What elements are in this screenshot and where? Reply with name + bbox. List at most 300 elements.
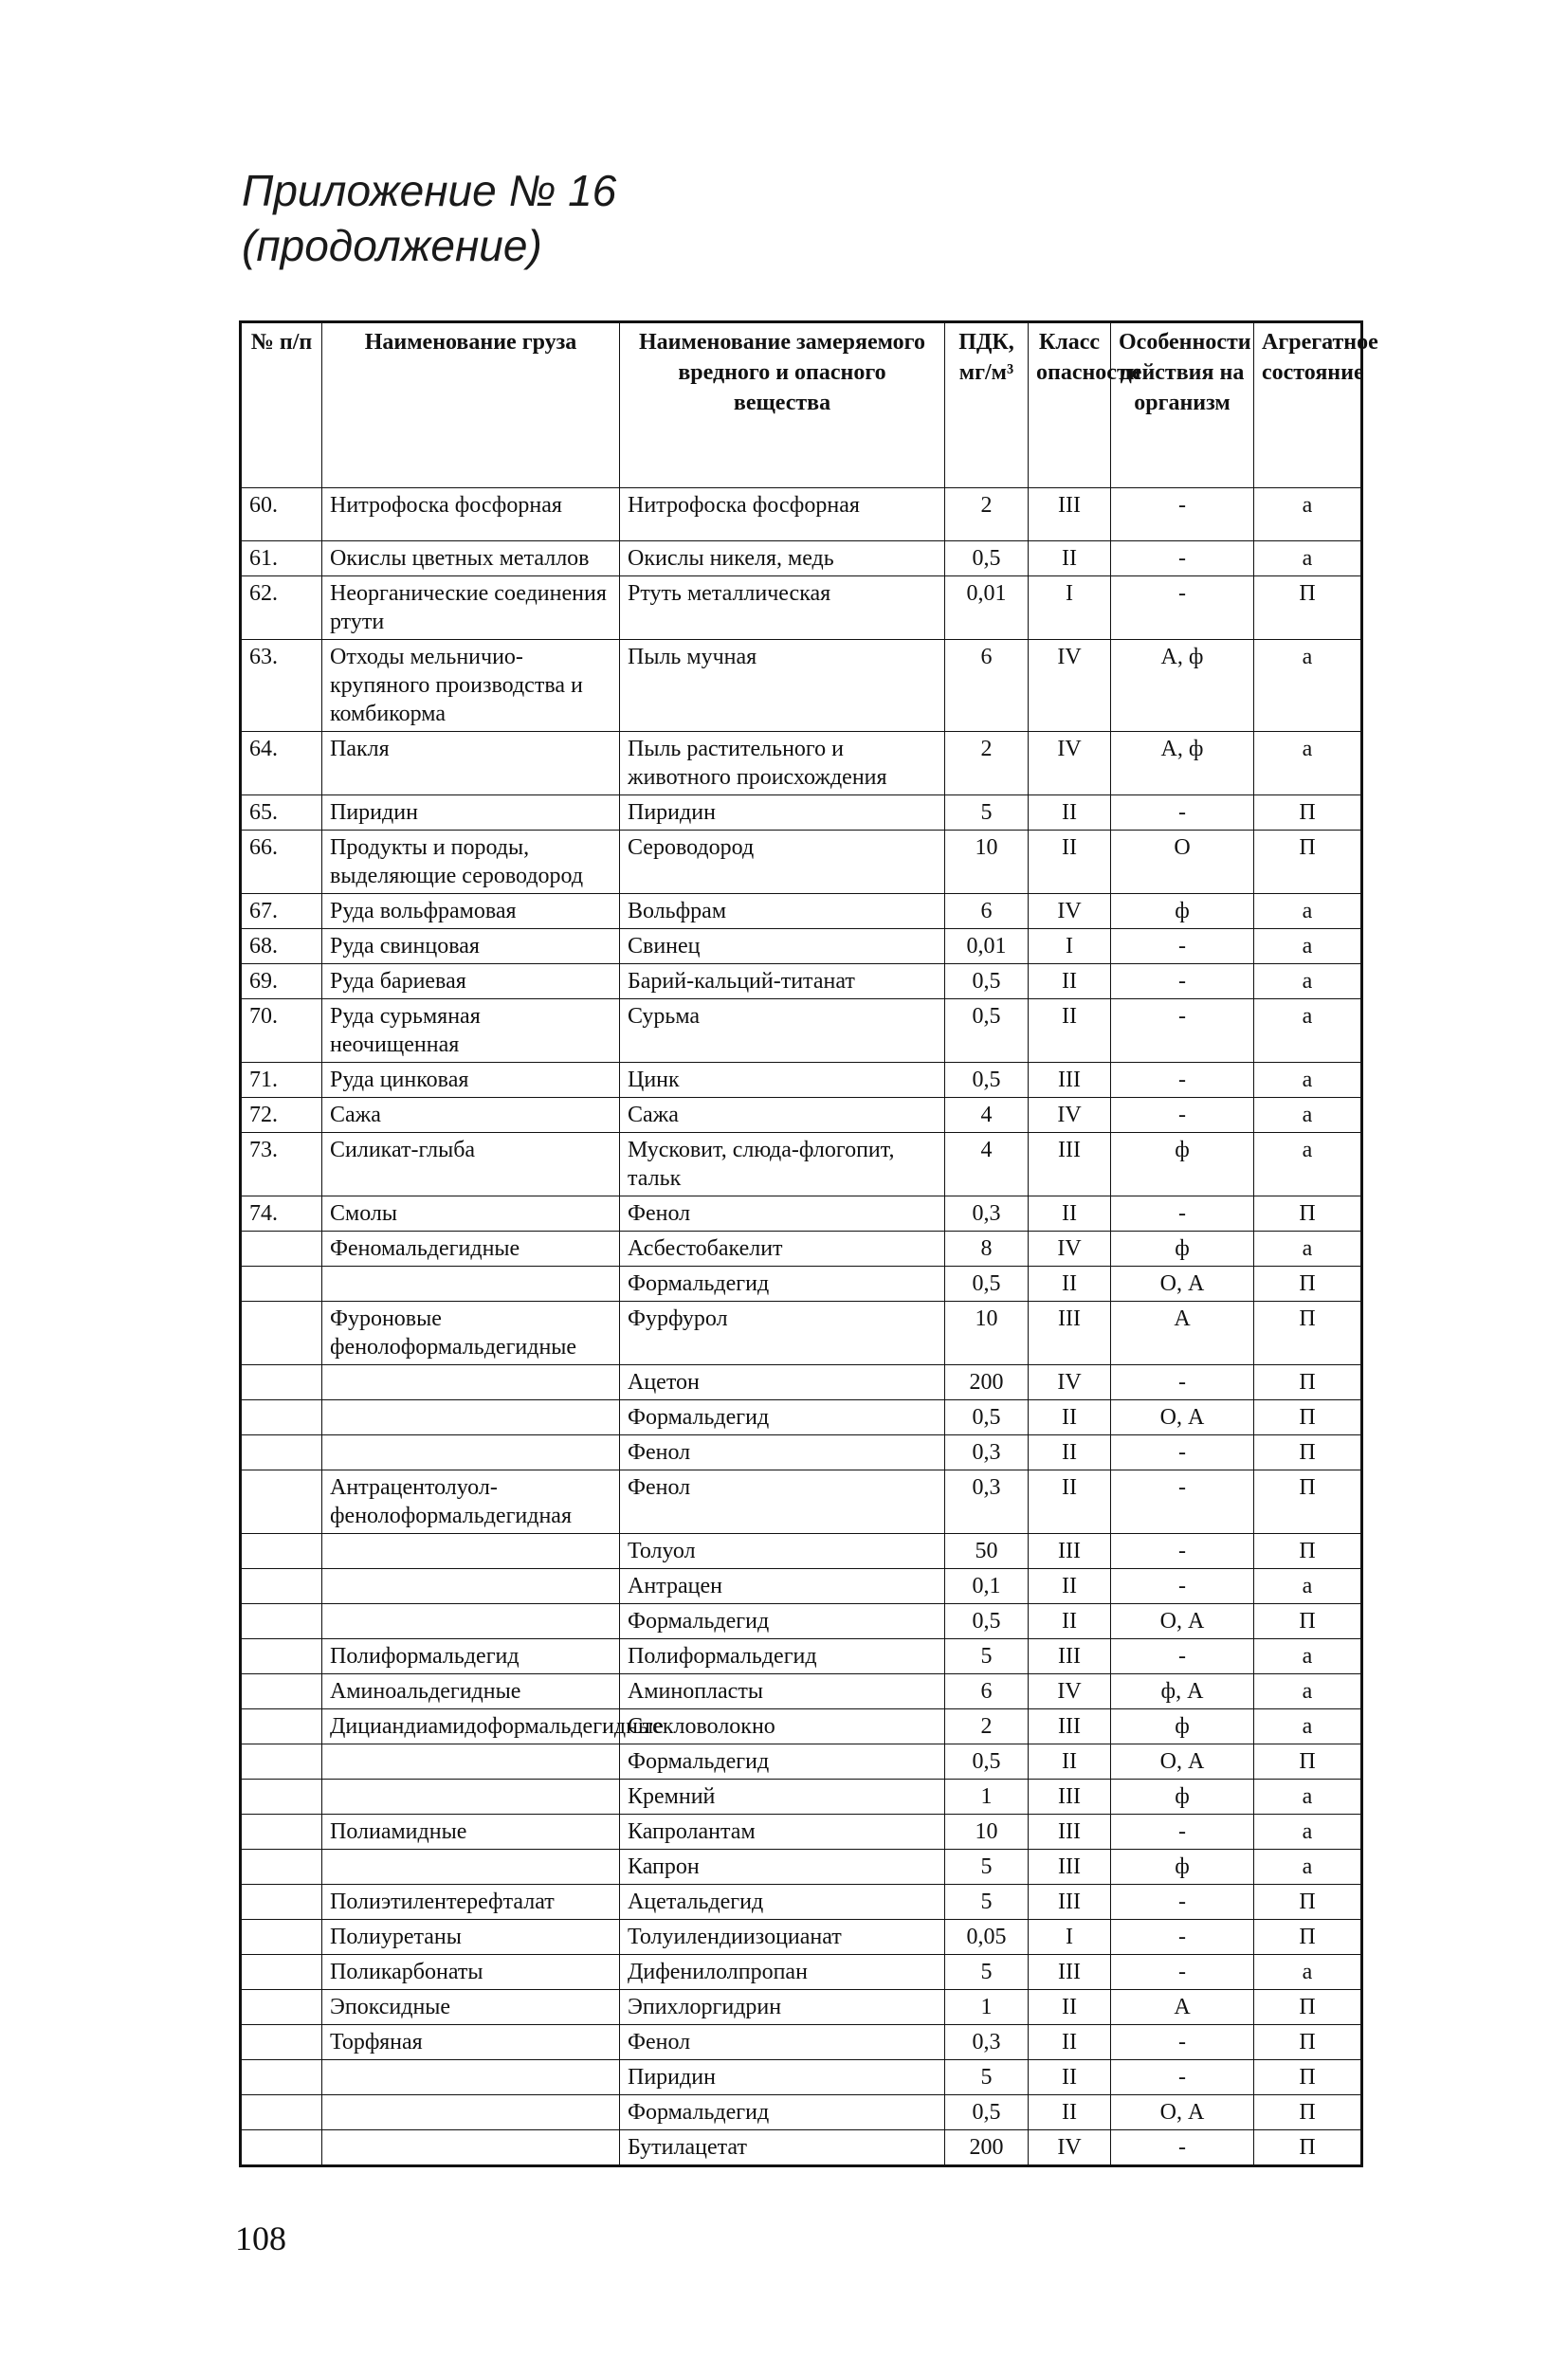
cell-cls: III <box>1029 1850 1111 1885</box>
cell-num <box>241 2095 322 2130</box>
cell-num: 68. <box>241 929 322 964</box>
cell-state: а <box>1254 1815 1362 1850</box>
cell-state: П <box>1254 2095 1362 2130</box>
cell-cargo: Полиуретаны <box>322 1920 620 1955</box>
cell-effect: - <box>1111 1063 1254 1098</box>
cell-num: 65. <box>241 795 322 831</box>
table-row <box>241 1063 1362 1098</box>
cell-effect: - <box>1111 1639 1254 1674</box>
cell-substance: Вольфрам <box>620 894 945 929</box>
cell-pdk: 10 <box>945 831 1029 894</box>
table-row <box>241 831 1362 894</box>
cell-effect: - <box>1111 1955 1254 1990</box>
cell-state: а <box>1254 1955 1362 1990</box>
cell-num: 62. <box>241 576 322 640</box>
cell-effect: А, ф <box>1111 732 1254 795</box>
cell-substance: Фенол <box>620 1196 945 1232</box>
table-row <box>241 1920 1362 1955</box>
cell-pdk: 0,1 <box>945 1569 1029 1604</box>
cell-cls: II <box>1029 1604 1111 1639</box>
cell-cls: III <box>1029 1780 1111 1815</box>
cell-num <box>241 1470 322 1534</box>
cell-cargo <box>322 2095 620 2130</box>
table-row <box>241 1955 1362 1990</box>
cell-state: а <box>1254 999 1362 1063</box>
table-row <box>241 541 1362 576</box>
cell-cargo: Полиформальдегид <box>322 1639 620 1674</box>
cell-num <box>241 1815 322 1850</box>
cell-cls: II <box>1029 999 1111 1063</box>
cell-state: П <box>1254 1365 1362 1400</box>
cell-num <box>241 1780 322 1815</box>
cell-pdk: 5 <box>945 1850 1029 1885</box>
cell-cargo: Полиэтилентерефталат <box>322 1885 620 1920</box>
cell-substance: Бутилацетат <box>620 2130 945 2166</box>
cell-cargo: Фуроновые фенолоформальдегидные <box>322 1302 620 1365</box>
cell-effect: - <box>1111 795 1254 831</box>
cell-effect: - <box>1111 999 1254 1063</box>
table-row <box>241 1604 1362 1639</box>
cell-substance: Стекловолокно <box>620 1709 945 1744</box>
cell-state: а <box>1254 894 1362 929</box>
cell-cls: IV <box>1029 1674 1111 1709</box>
cell-cls: III <box>1029 1955 1111 1990</box>
cell-num <box>241 1435 322 1470</box>
cell-substance: Формальдегид <box>620 1604 945 1639</box>
cell-state: а <box>1254 1232 1362 1267</box>
cell-num <box>241 1639 322 1674</box>
cell-cls: III <box>1029 1709 1111 1744</box>
table-row <box>241 488 1362 541</box>
cell-effect: - <box>1111 2060 1254 2095</box>
cell-cls: II <box>1029 2060 1111 2095</box>
cell-state: П <box>1254 1302 1362 1365</box>
cell-effect: - <box>1111 1569 1254 1604</box>
cell-cls: III <box>1029 1534 1111 1569</box>
cell-effect: ф <box>1111 894 1254 929</box>
cell-pdk: 0,01 <box>945 576 1029 640</box>
cell-pdk: 0,01 <box>945 929 1029 964</box>
cell-effect: ф <box>1111 1133 1254 1196</box>
cell-cls: I <box>1029 1920 1111 1955</box>
table-row <box>241 2130 1362 2166</box>
table-row <box>241 1400 1362 1435</box>
cell-pdk: 10 <box>945 1302 1029 1365</box>
cell-num <box>241 1885 322 1920</box>
cell-num <box>241 1400 322 1435</box>
cell-cls: IV <box>1029 2130 1111 2166</box>
table-row <box>241 929 1362 964</box>
cell-num <box>241 1302 322 1365</box>
cell-effect: О, А <box>1111 1744 1254 1780</box>
cell-cargo <box>322 1850 620 1885</box>
cell-substance: Свинец <box>620 929 945 964</box>
cell-substance: Формальдегид <box>620 2095 945 2130</box>
cell-effect: - <box>1111 1885 1254 1920</box>
cell-state: а <box>1254 732 1362 795</box>
cell-substance: Капролантам <box>620 1815 945 1850</box>
cell-cls: II <box>1029 1267 1111 1302</box>
cell-num <box>241 2025 322 2060</box>
cell-cargo <box>322 1569 620 1604</box>
cell-num <box>241 1744 322 1780</box>
cell-effect: - <box>1111 541 1254 576</box>
cell-num <box>241 1365 322 1400</box>
page-number: 108 <box>235 2219 286 2257</box>
cell-state: П <box>1254 1267 1362 1302</box>
cell-substance: Дифенилолпропан <box>620 1955 945 1990</box>
cell-effect: - <box>1111 929 1254 964</box>
cell-state: а <box>1254 1569 1362 1604</box>
cell-substance: Фенол <box>620 1435 945 1470</box>
cell-cls: IV <box>1029 732 1111 795</box>
cell-cls: II <box>1029 2095 1111 2130</box>
table-row <box>241 1850 1362 1885</box>
cell-num: 74. <box>241 1196 322 1232</box>
cell-effect: ф <box>1111 1780 1254 1815</box>
cell-cls: III <box>1029 488 1111 541</box>
table-row <box>241 640 1362 732</box>
cell-num: 66. <box>241 831 322 894</box>
cell-state: П <box>1254 1196 1362 1232</box>
cell-num: 70. <box>241 999 322 1063</box>
table-body <box>241 488 1362 2166</box>
cell-cls: I <box>1029 576 1111 640</box>
cell-num: 63. <box>241 640 322 732</box>
cell-pdk: 8 <box>945 1232 1029 1267</box>
cell-pdk: 0,5 <box>945 964 1029 999</box>
cell-pdk: 0,5 <box>945 1063 1029 1098</box>
cell-substance: Пыль растительного и животного происхождения <box>620 732 945 795</box>
cell-num <box>241 1267 322 1302</box>
cell-effect: ф <box>1111 1709 1254 1744</box>
cell-cargo: Сажа <box>322 1098 620 1133</box>
cell-cls: IV <box>1029 640 1111 732</box>
cell-substance: Фурфурол <box>620 1302 945 1365</box>
table-row <box>241 2095 1362 2130</box>
cell-pdk: 5 <box>945 1639 1029 1674</box>
cell-pdk: 2 <box>945 1709 1029 1744</box>
cell-substance: Нитрофоска фосфорная <box>620 488 945 541</box>
cell-pdk: 2 <box>945 488 1029 541</box>
cell-substance: Барий-кальций-титанат <box>620 964 945 999</box>
cell-effect: О, А <box>1111 1267 1254 1302</box>
header-cell: ПДК, мг/м³ <box>945 322 1029 488</box>
cell-pdk: 2 <box>945 732 1029 795</box>
cell-num <box>241 1709 322 1744</box>
cell-effect: - <box>1111 964 1254 999</box>
cell-pdk: 1 <box>945 1990 1029 2025</box>
cell-effect: - <box>1111 1815 1254 1850</box>
cell-substance: Формальдегид <box>620 1400 945 1435</box>
cell-effect: А <box>1111 1990 1254 2025</box>
cell-effect: - <box>1111 1196 1254 1232</box>
cell-cargo <box>322 1780 620 1815</box>
cell-num <box>241 1920 322 1955</box>
cell-cls: II <box>1029 2025 1111 2060</box>
cell-num: 73. <box>241 1133 322 1196</box>
table-row <box>241 1196 1362 1232</box>
cell-substance: Пиридин <box>620 795 945 831</box>
cell-cargo <box>322 1435 620 1470</box>
cell-effect: О <box>1111 831 1254 894</box>
cell-num <box>241 1674 322 1709</box>
cell-state: П <box>1254 1534 1362 1569</box>
cell-state: П <box>1254 831 1362 894</box>
cell-cls: IV <box>1029 1098 1111 1133</box>
table-row <box>241 1232 1362 1267</box>
cell-state: П <box>1254 1920 1362 1955</box>
cell-substance: Кремний <box>620 1780 945 1815</box>
cell-effect: О, А <box>1111 1400 1254 1435</box>
cell-cls: II <box>1029 1744 1111 1780</box>
table-row <box>241 1098 1362 1133</box>
cell-cls: IV <box>1029 1365 1111 1400</box>
cell-cargo: Аминоальдегидные <box>322 1674 620 1709</box>
cell-cargo: Пакля <box>322 732 620 795</box>
cell-pdk: 5 <box>945 1885 1029 1920</box>
cell-num: 72. <box>241 1098 322 1133</box>
cell-state: П <box>1254 1470 1362 1534</box>
page-heading <box>242 163 616 273</box>
cell-cls: II <box>1029 1990 1111 2025</box>
cell-cargo: Эпоксидные <box>322 1990 620 2025</box>
cell-substance: Толуилендиизоцианат <box>620 1920 945 1955</box>
cell-substance: Сажа <box>620 1098 945 1133</box>
header-cell: Наименование замеряемого вредного и опасного вещества <box>620 322 945 488</box>
cell-effect: - <box>1111 1920 1254 1955</box>
cell-pdk: 5 <box>945 2060 1029 2095</box>
cell-effect: - <box>1111 1098 1254 1133</box>
cell-substance: Фенол <box>620 1470 945 1534</box>
cell-substance: Формальдегид <box>620 1744 945 1780</box>
cell-cls: II <box>1029 1435 1111 1470</box>
cell-pdk: 50 <box>945 1534 1029 1569</box>
table-row <box>241 1133 1362 1196</box>
cell-substance: Ацетальдегид <box>620 1885 945 1920</box>
cell-effect: - <box>1111 2025 1254 2060</box>
cell-num: 71. <box>241 1063 322 1098</box>
cell-cls: III <box>1029 1133 1111 1196</box>
table-row <box>241 1365 1362 1400</box>
table-row <box>241 1639 1362 1674</box>
table-row <box>241 1534 1362 1569</box>
cell-cargo: Руда сурьмяная неочищенная <box>322 999 620 1063</box>
table-header-row <box>241 322 1362 488</box>
cell-pdk: 5 <box>945 1955 1029 1990</box>
cell-pdk: 6 <box>945 640 1029 732</box>
cell-state: П <box>1254 2060 1362 2095</box>
table-row <box>241 894 1362 929</box>
cell-cls: II <box>1029 1400 1111 1435</box>
cell-pdk: 0,5 <box>945 1744 1029 1780</box>
cell-pdk: 10 <box>945 1815 1029 1850</box>
cell-cargo <box>322 2060 620 2095</box>
cell-num: 67. <box>241 894 322 929</box>
cell-state: П <box>1254 1604 1362 1639</box>
table-row <box>241 2060 1362 2095</box>
cell-substance: Окислы никеля, медь <box>620 541 945 576</box>
cell-cls: III <box>1029 1815 1111 1850</box>
cell-num <box>241 1604 322 1639</box>
cell-cargo <box>322 1365 620 1400</box>
table-row <box>241 576 1362 640</box>
cell-pdk: 6 <box>945 894 1029 929</box>
cell-substance: Толуол <box>620 1534 945 1569</box>
cell-state: а <box>1254 640 1362 732</box>
table-row <box>241 1815 1362 1850</box>
cell-substance: Формальдегид <box>620 1267 945 1302</box>
cell-effect: ф <box>1111 1850 1254 1885</box>
cell-pdk: 200 <box>945 2130 1029 2166</box>
cell-state: П <box>1254 1990 1362 2025</box>
cell-state: а <box>1254 1780 1362 1815</box>
cell-cls: II <box>1029 1196 1111 1232</box>
cell-substance: Асбестобакелит <box>620 1232 945 1267</box>
cell-pdk: 0,5 <box>945 1400 1029 1435</box>
cell-state: а <box>1254 964 1362 999</box>
heading-subtitle: (продолжение) <box>242 221 542 270</box>
cell-cls: III <box>1029 1302 1111 1365</box>
cell-num <box>241 2060 322 2095</box>
cell-state: а <box>1254 1850 1362 1885</box>
table-row <box>241 1990 1362 2025</box>
cell-effect: - <box>1111 1534 1254 1569</box>
cell-cls: II <box>1029 831 1111 894</box>
cell-cargo <box>322 1604 620 1639</box>
cell-cargo: Продукты и породы, выделяющие сероводород <box>322 831 620 894</box>
cell-state: П <box>1254 1435 1362 1470</box>
table-row <box>241 795 1362 831</box>
table-row <box>241 999 1362 1063</box>
cell-pdk: 0,05 <box>945 1920 1029 1955</box>
cell-substance: Пиридин <box>620 2060 945 2095</box>
table-row <box>241 1709 1362 1744</box>
heading-title: Приложение № 16 <box>242 166 617 215</box>
cell-num <box>241 1534 322 1569</box>
cell-state: а <box>1254 929 1362 964</box>
cell-effect: - <box>1111 488 1254 541</box>
cell-pdk: 0,5 <box>945 2095 1029 2130</box>
cell-state: а <box>1254 1098 1362 1133</box>
table-row <box>241 732 1362 795</box>
header-cell: Агрегатное состояние <box>1254 322 1362 488</box>
cell-cargo: Дициандиамидоформальдегидные <box>322 1709 620 1744</box>
cell-cls: II <box>1029 795 1111 831</box>
cell-cls: II <box>1029 1569 1111 1604</box>
cell-state: а <box>1254 1674 1362 1709</box>
cell-effect: - <box>1111 1365 1254 1400</box>
cell-substance: Капрон <box>620 1850 945 1885</box>
cell-pdk: 4 <box>945 1098 1029 1133</box>
cell-cls: IV <box>1029 1232 1111 1267</box>
table-row <box>241 1744 1362 1780</box>
cell-cls: III <box>1029 1639 1111 1674</box>
cell-pdk: 0,5 <box>945 1604 1029 1639</box>
cell-cargo: Пиридин <box>322 795 620 831</box>
cell-substance: Ацетон <box>620 1365 945 1400</box>
cell-state: П <box>1254 2130 1362 2166</box>
cell-cargo <box>322 2130 620 2166</box>
header-cell: № п/п <box>241 322 322 488</box>
header-cell: Класс опасности <box>1029 322 1111 488</box>
cell-substance: Эпихлоргидрин <box>620 1990 945 2025</box>
cell-cargo: Антрацентолуол-фенолоформальдегидная <box>322 1470 620 1534</box>
cell-num: 64. <box>241 732 322 795</box>
cell-cls: II <box>1029 541 1111 576</box>
cell-num <box>241 1569 322 1604</box>
cell-num: 69. <box>241 964 322 999</box>
cell-substance: Цинк <box>620 1063 945 1098</box>
cell-cargo: Руда вольфрамовая <box>322 894 620 929</box>
cell-cargo: Нитрофоска фосфорная <box>322 488 620 541</box>
table-row <box>241 1885 1362 1920</box>
cell-pdk: 0,5 <box>945 1267 1029 1302</box>
header-cell: Особенности действия на организм <box>1111 322 1254 488</box>
cell-cargo: Смолы <box>322 1196 620 1232</box>
cell-cls: II <box>1029 964 1111 999</box>
cell-cargo <box>322 1534 620 1569</box>
cell-num <box>241 1955 322 1990</box>
cell-cls: IV <box>1029 894 1111 929</box>
cell-state: П <box>1254 1744 1362 1780</box>
cell-num <box>241 2130 322 2166</box>
hazard-table-container <box>239 320 1378 2167</box>
cell-cls: III <box>1029 1063 1111 1098</box>
cell-cargo: Руда свинцовая <box>322 929 620 964</box>
table-row <box>241 1302 1362 1365</box>
cell-cargo: Феномальдегидные <box>322 1232 620 1267</box>
cell-cargo: Поликарбонаты <box>322 1955 620 1990</box>
header-cell: Наименование груза <box>322 322 620 488</box>
cell-state: а <box>1254 1133 1362 1196</box>
cell-effect: А <box>1111 1302 1254 1365</box>
cell-state: П <box>1254 795 1362 831</box>
cell-cargo <box>322 1744 620 1780</box>
table-row <box>241 1780 1362 1815</box>
cell-pdk: 0,5 <box>945 999 1029 1063</box>
cell-cargo: Руда цинковая <box>322 1063 620 1098</box>
cell-state: П <box>1254 2025 1362 2060</box>
cell-cls: II <box>1029 1470 1111 1534</box>
cell-state: П <box>1254 1400 1362 1435</box>
cell-effect: - <box>1111 1435 1254 1470</box>
cell-num <box>241 1850 322 1885</box>
cell-substance: Сероводород <box>620 831 945 894</box>
cell-pdk: 4 <box>945 1133 1029 1196</box>
cell-substance: Фенол <box>620 2025 945 2060</box>
cell-state: а <box>1254 541 1362 576</box>
cell-state: П <box>1254 576 1362 640</box>
cell-state: а <box>1254 488 1362 541</box>
cell-cargo: Руда бариевая <box>322 964 620 999</box>
cell-substance: Аминопласты <box>620 1674 945 1709</box>
cell-num: 61. <box>241 541 322 576</box>
cell-pdk: 6 <box>945 1674 1029 1709</box>
cell-state: а <box>1254 1063 1362 1098</box>
cell-pdk: 0,3 <box>945 1196 1029 1232</box>
cell-effect: - <box>1111 576 1254 640</box>
cell-cargo <box>322 1267 620 1302</box>
cell-substance: Сурьма <box>620 999 945 1063</box>
cell-state: а <box>1254 1709 1362 1744</box>
cell-cargo: Полиамидные <box>322 1815 620 1850</box>
cell-effect: - <box>1111 1470 1254 1534</box>
table-row <box>241 1470 1362 1534</box>
cell-cargo <box>322 1400 620 1435</box>
cell-cargo: Неорганические соединения ртути <box>322 576 620 640</box>
cell-pdk: 0,3 <box>945 1470 1029 1534</box>
